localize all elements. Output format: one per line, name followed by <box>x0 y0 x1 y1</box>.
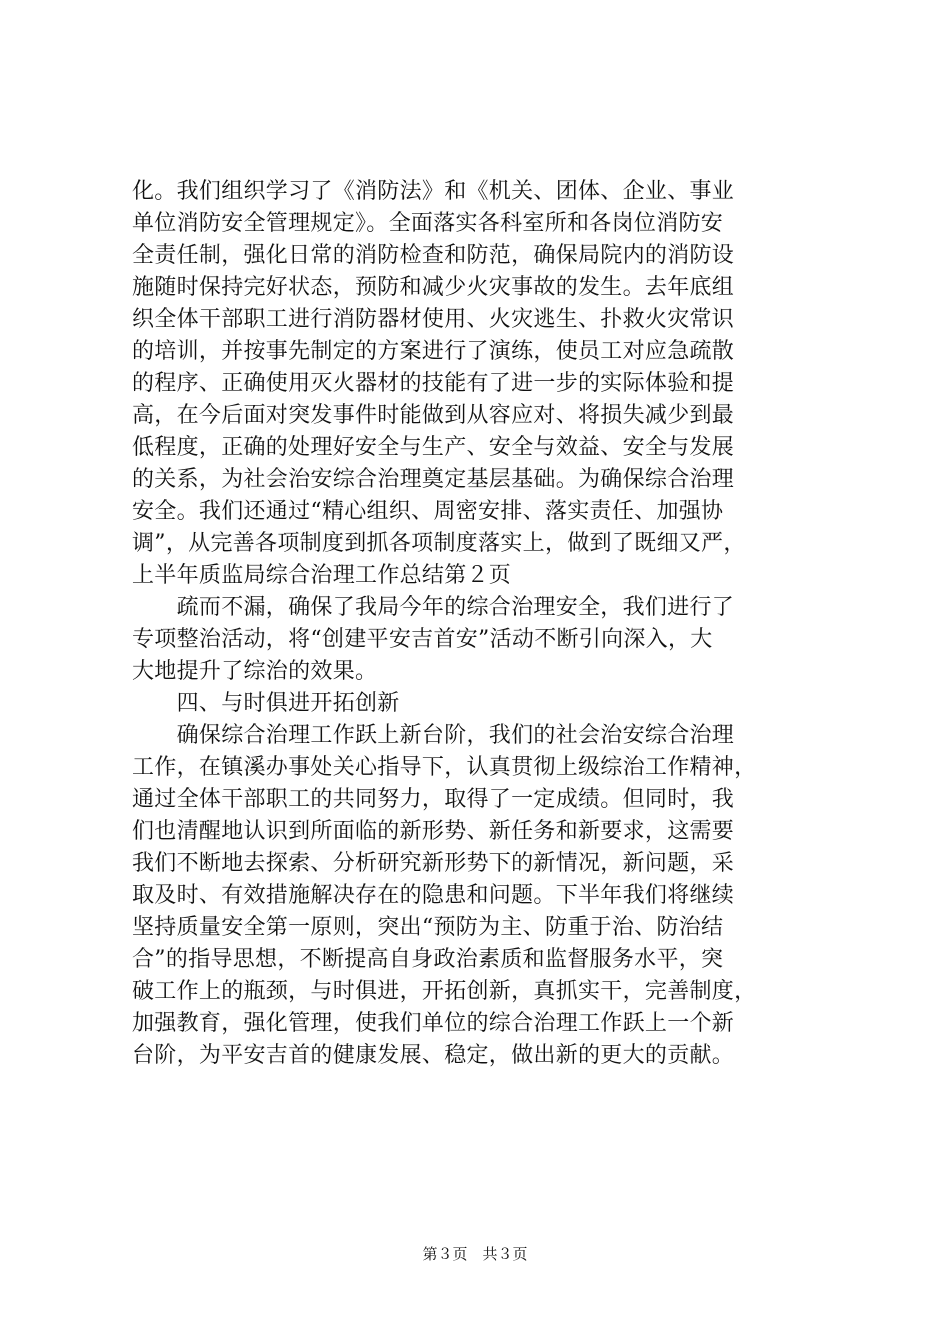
document-body <box>132 176 836 1072</box>
text-line: 低程度，正确的处理好安全与生产、安全与效益、安全与发展 <box>132 435 735 460</box>
text-line: 破工作上的瓶颈，与时俱进，开拓创新，真抓实干，完善制度， <box>132 979 757 1004</box>
text-line: 全责任制，强化日常的消防检查和防范，确保局院内的消防设 <box>132 243 735 268</box>
text-line: 合”的指导思想，不断提高自身政治素质和监督服务水平，突 <box>132 947 724 972</box>
text-line: 的培训，并按事先制定的方案进行了演练，使员工对应急疏散 <box>132 339 735 364</box>
text-line: 织全体干部职工进行消防器材使用、火灾逃生、扑救火灾常识 <box>132 307 735 332</box>
text-line: 加强教育，强化管理，使我们单位的综合治理工作跃上一个新 <box>132 1011 735 1036</box>
text-line: 安全。我们还通过“精心组织、周密安排、落实责任、加强协 <box>132 499 724 524</box>
text-line: 确保综合治理工作跃上新台阶，我们的社会治安综合治理 <box>132 723 735 748</box>
text-line: 们也清醒地认识到所面临的新形势、新任务和新要求，这需要 <box>132 819 735 844</box>
text-line: 坚持质量安全第一原则，突出“预防为主、防重于治、防治结 <box>132 915 724 940</box>
text-line: 专项整治活动，将“创建平安吉首安”活动不断引向深入，大 <box>132 627 713 652</box>
text-line: 的关系，为社会治安综合治理奠定基层基础。为确保综合治理 <box>132 467 735 492</box>
text-line: 疏而不漏，确保了我局今年的综合治理安全，我们进行了 <box>132 595 735 620</box>
text-line: 高，在今后面对突发事件时能做到从容应对、将损失减少到最 <box>132 403 735 428</box>
text-line: 上半年质监局综合治理工作总结第２页 <box>132 563 512 588</box>
text-line: 我们不断地去探索、分析研究新形势下的新情况，新问题，采 <box>132 851 735 876</box>
text-line: 调”，从完善各项制度到抓各项制度落实上，做到了既细又严， <box>132 531 746 556</box>
text-line: 的程序、正确使用灭火器材的技能有了进一步的实际体验和提 <box>132 371 735 396</box>
text-line: 施随时保持完好状态，预防和减少火灾事故的发生。去年底组 <box>132 275 735 300</box>
text-line: 工作，在镇溪办事处关心指导下，认真贯彻上级综治工作精神， <box>132 755 757 780</box>
text-line: 化。我们组织学习了《消防法》和《机关、团体、企业、事业 <box>132 179 735 204</box>
text-line: 取及时、有效措施解决存在的隐患和问题。下半年我们将继续 <box>132 883 735 908</box>
text-line: 通过全体干部职工的共同努力，取得了一定成绩。但同时，我 <box>132 787 735 812</box>
text-line: 台阶，为平安吉首的健康发展、稳定，做出新的更大的贡献。 <box>132 1043 735 1068</box>
text-line: 大地提升了综治的效果。 <box>132 659 378 684</box>
text-line: 单位消防安全管理规定》。全面落实各科室所和各岗位消防安 <box>132 211 724 236</box>
page-number-footer: 第３页 共３页 <box>422 1245 528 1263</box>
section-heading: 四、与时俱进开拓创新 <box>132 691 400 716</box>
